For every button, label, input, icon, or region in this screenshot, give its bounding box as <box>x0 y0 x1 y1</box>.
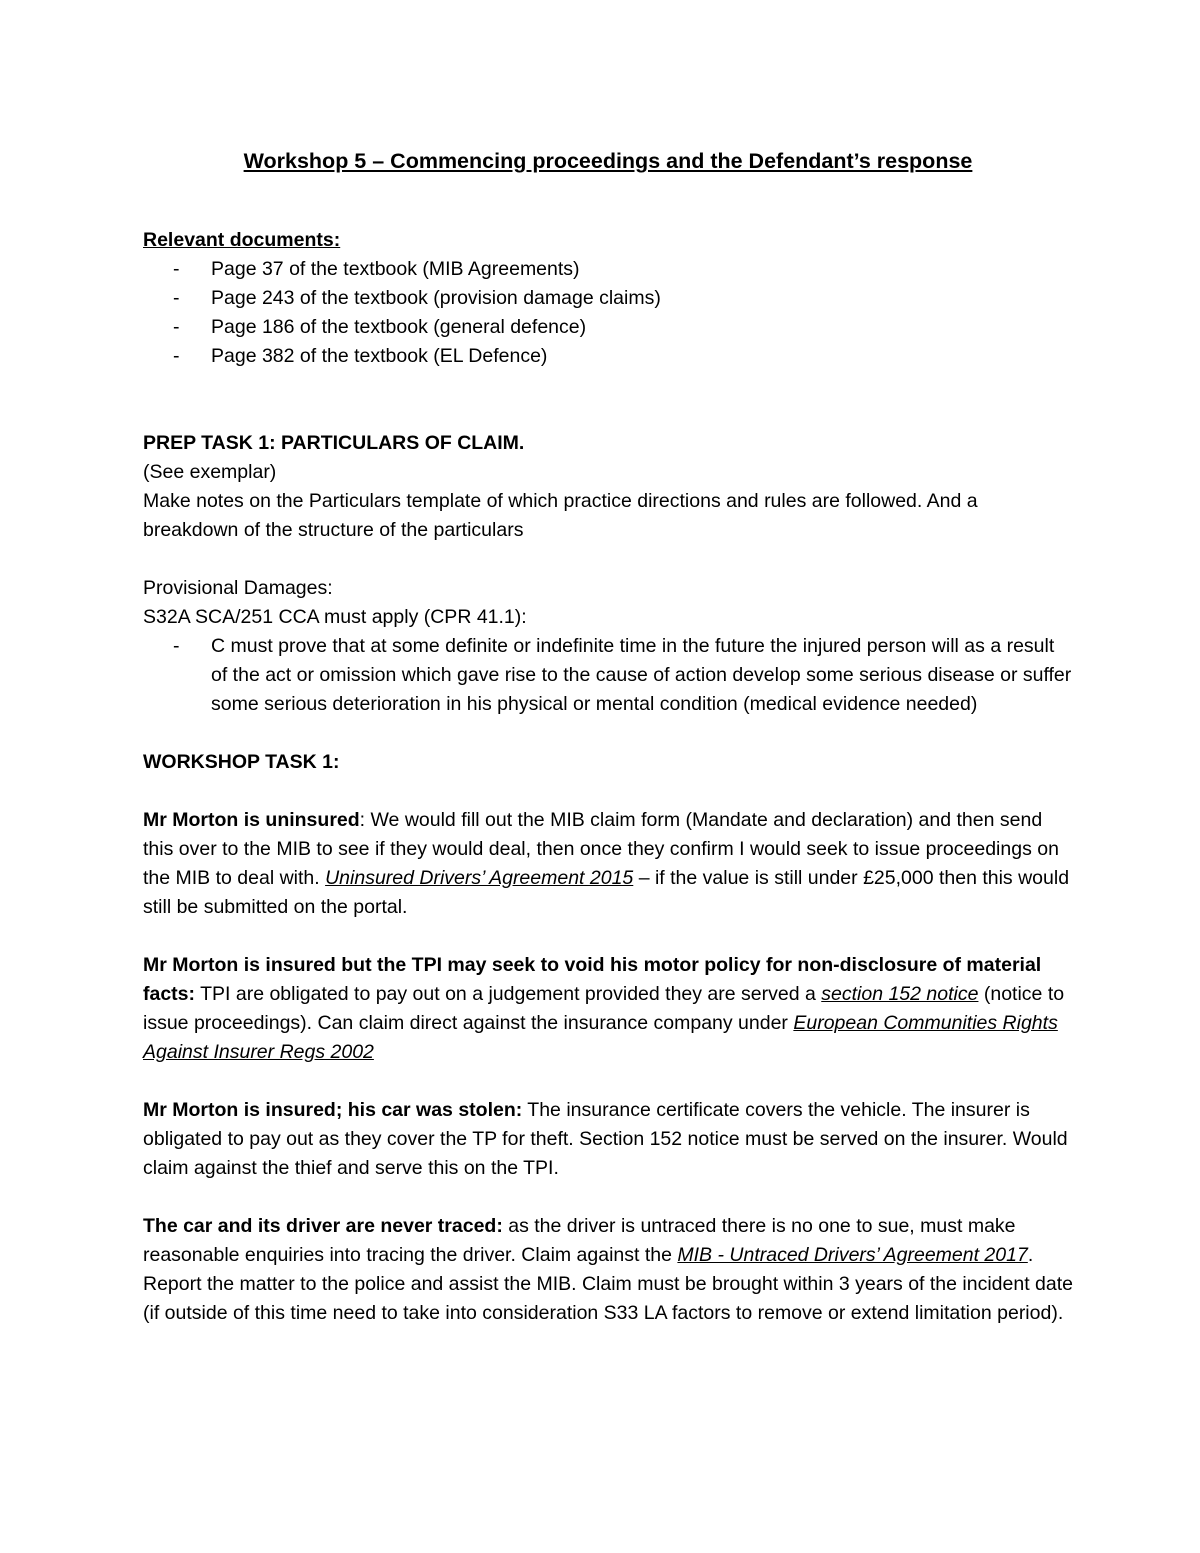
provisional-damages-heading: Provisional Damages: <box>143 577 333 599</box>
dash-mark: - <box>173 258 180 280</box>
document-page <box>143 140 1073 1328</box>
prep-task-line-2: Make notes on the Particulars template of which practice directions and rules are followed. And a breakdown of the structure of the particulars <box>143 490 978 541</box>
list-item <box>143 342 1073 371</box>
legal-reference: Uninsured Drivers’ Agreement 2015 <box>325 867 634 889</box>
prep-task-line-1: (See exemplar) <box>143 461 277 483</box>
document-title: Workshop 5 – Commencing proceedings and the Defendant’s response <box>243 149 973 173</box>
list-item-text: C must prove that at some definite or indefinite time in the future the injured person will as a result of the act or omission which gave rise to the cause of action develop some serious disease or suffer some serious deterioration in his physical or mental condition (medical evidence needed) <box>211 635 1072 715</box>
list-item-text: Page 37 of the textbook (MIB Agreements) <box>211 258 580 280</box>
scenario-text: : We would fill out the MIB claim form (Mandate and declaration) and then send this over to the MIB to see if they would deal, then once they confirm I would seek to issue proceedings on the MIB to deal with. <box>143 809 1059 889</box>
scenario-text: TPI are obligated to pay out on a judgement provided they are served a <box>195 983 822 1005</box>
spacer <box>143 777 1073 806</box>
list-item <box>143 632 1073 719</box>
dash-mark: - <box>173 635 180 657</box>
spacer <box>143 719 1073 748</box>
list-item <box>143 255 1073 284</box>
workshop-task-heading: WORKSHOP TASK 1: <box>143 751 340 773</box>
scenario-text: (notice to issue proceedings). Can claim direct against the insurance company under <box>143 983 1065 1034</box>
legal-reference: MIB - Untraced Drivers’ Agreement 2017 <box>677 1244 1028 1266</box>
provisional-damages-list <box>143 632 1073 719</box>
scenario-uninsured <box>143 806 1073 922</box>
dash-mark: - <box>173 287 180 309</box>
scenario-void-policy <box>143 951 1073 1067</box>
scenario-text: The insurance certificate covers the vehicle. The insurer is obligated to pay out as they cover the TP for theft. Section 152 notice must be served on the insurer. Would claim against the thief and serve this on the TPI. <box>143 1099 1068 1179</box>
spacer <box>143 176 1073 226</box>
list-item <box>143 313 1073 342</box>
scenario-stolen-car <box>143 1096 1073 1183</box>
spacer <box>143 545 1073 574</box>
spacer <box>143 1067 1073 1096</box>
scenario-text: – if the value is still under £25,000 then this would still be submitted on the portal. <box>143 867 1070 918</box>
dash-mark: - <box>173 345 180 367</box>
relevant-documents-list <box>143 255 1073 371</box>
list-item <box>143 284 1073 313</box>
prep-task-heading: PREP TASK 1: PARTICULARS OF CLAIM. <box>143 432 525 454</box>
spacer <box>143 371 1073 429</box>
legal-reference: section 152 notice <box>821 983 979 1005</box>
scenario-lead: Mr Morton is insured; his car was stolen: <box>143 1099 523 1121</box>
list-item-text: Page 243 of the textbook (provision damage claims) <box>211 287 661 309</box>
scenario-text: . Report the matter to the police and assist the MIB. Claim must be brought within 3 years of the incident date (if outside of this time need to take into consideration S33 LA factors to remove or extend limitation period). <box>143 1244 1073 1324</box>
list-item-text: Page 382 of the textbook (EL Defence) <box>211 345 548 367</box>
relevant-documents-heading: Relevant documents: <box>143 229 341 251</box>
spacer <box>143 922 1073 951</box>
scenario-text: as the driver is untraced there is no one to sue, must make reasonable enquiries into tracing the driver. Claim against the <box>143 1215 1016 1266</box>
legal-reference: European Communities Rights Against Insurer Regs 2002 <box>143 1012 1058 1063</box>
dash-mark: - <box>173 316 180 338</box>
scenario-lead: The car and its driver are never traced: <box>143 1215 503 1237</box>
scenario-lead: Mr Morton is uninsured <box>143 809 360 831</box>
list-item-text: Page 186 of the textbook (general defence) <box>211 316 587 338</box>
scenario-lead: Mr Morton is insured but the TPI may seek to void his motor policy for non-disclosure of material facts: <box>143 954 1042 1005</box>
provisional-damages-line-1: S32A SCA/251 CCA must apply (CPR 41.1): <box>143 606 527 628</box>
spacer <box>143 1183 1073 1212</box>
scenario-untraced <box>143 1212 1073 1328</box>
